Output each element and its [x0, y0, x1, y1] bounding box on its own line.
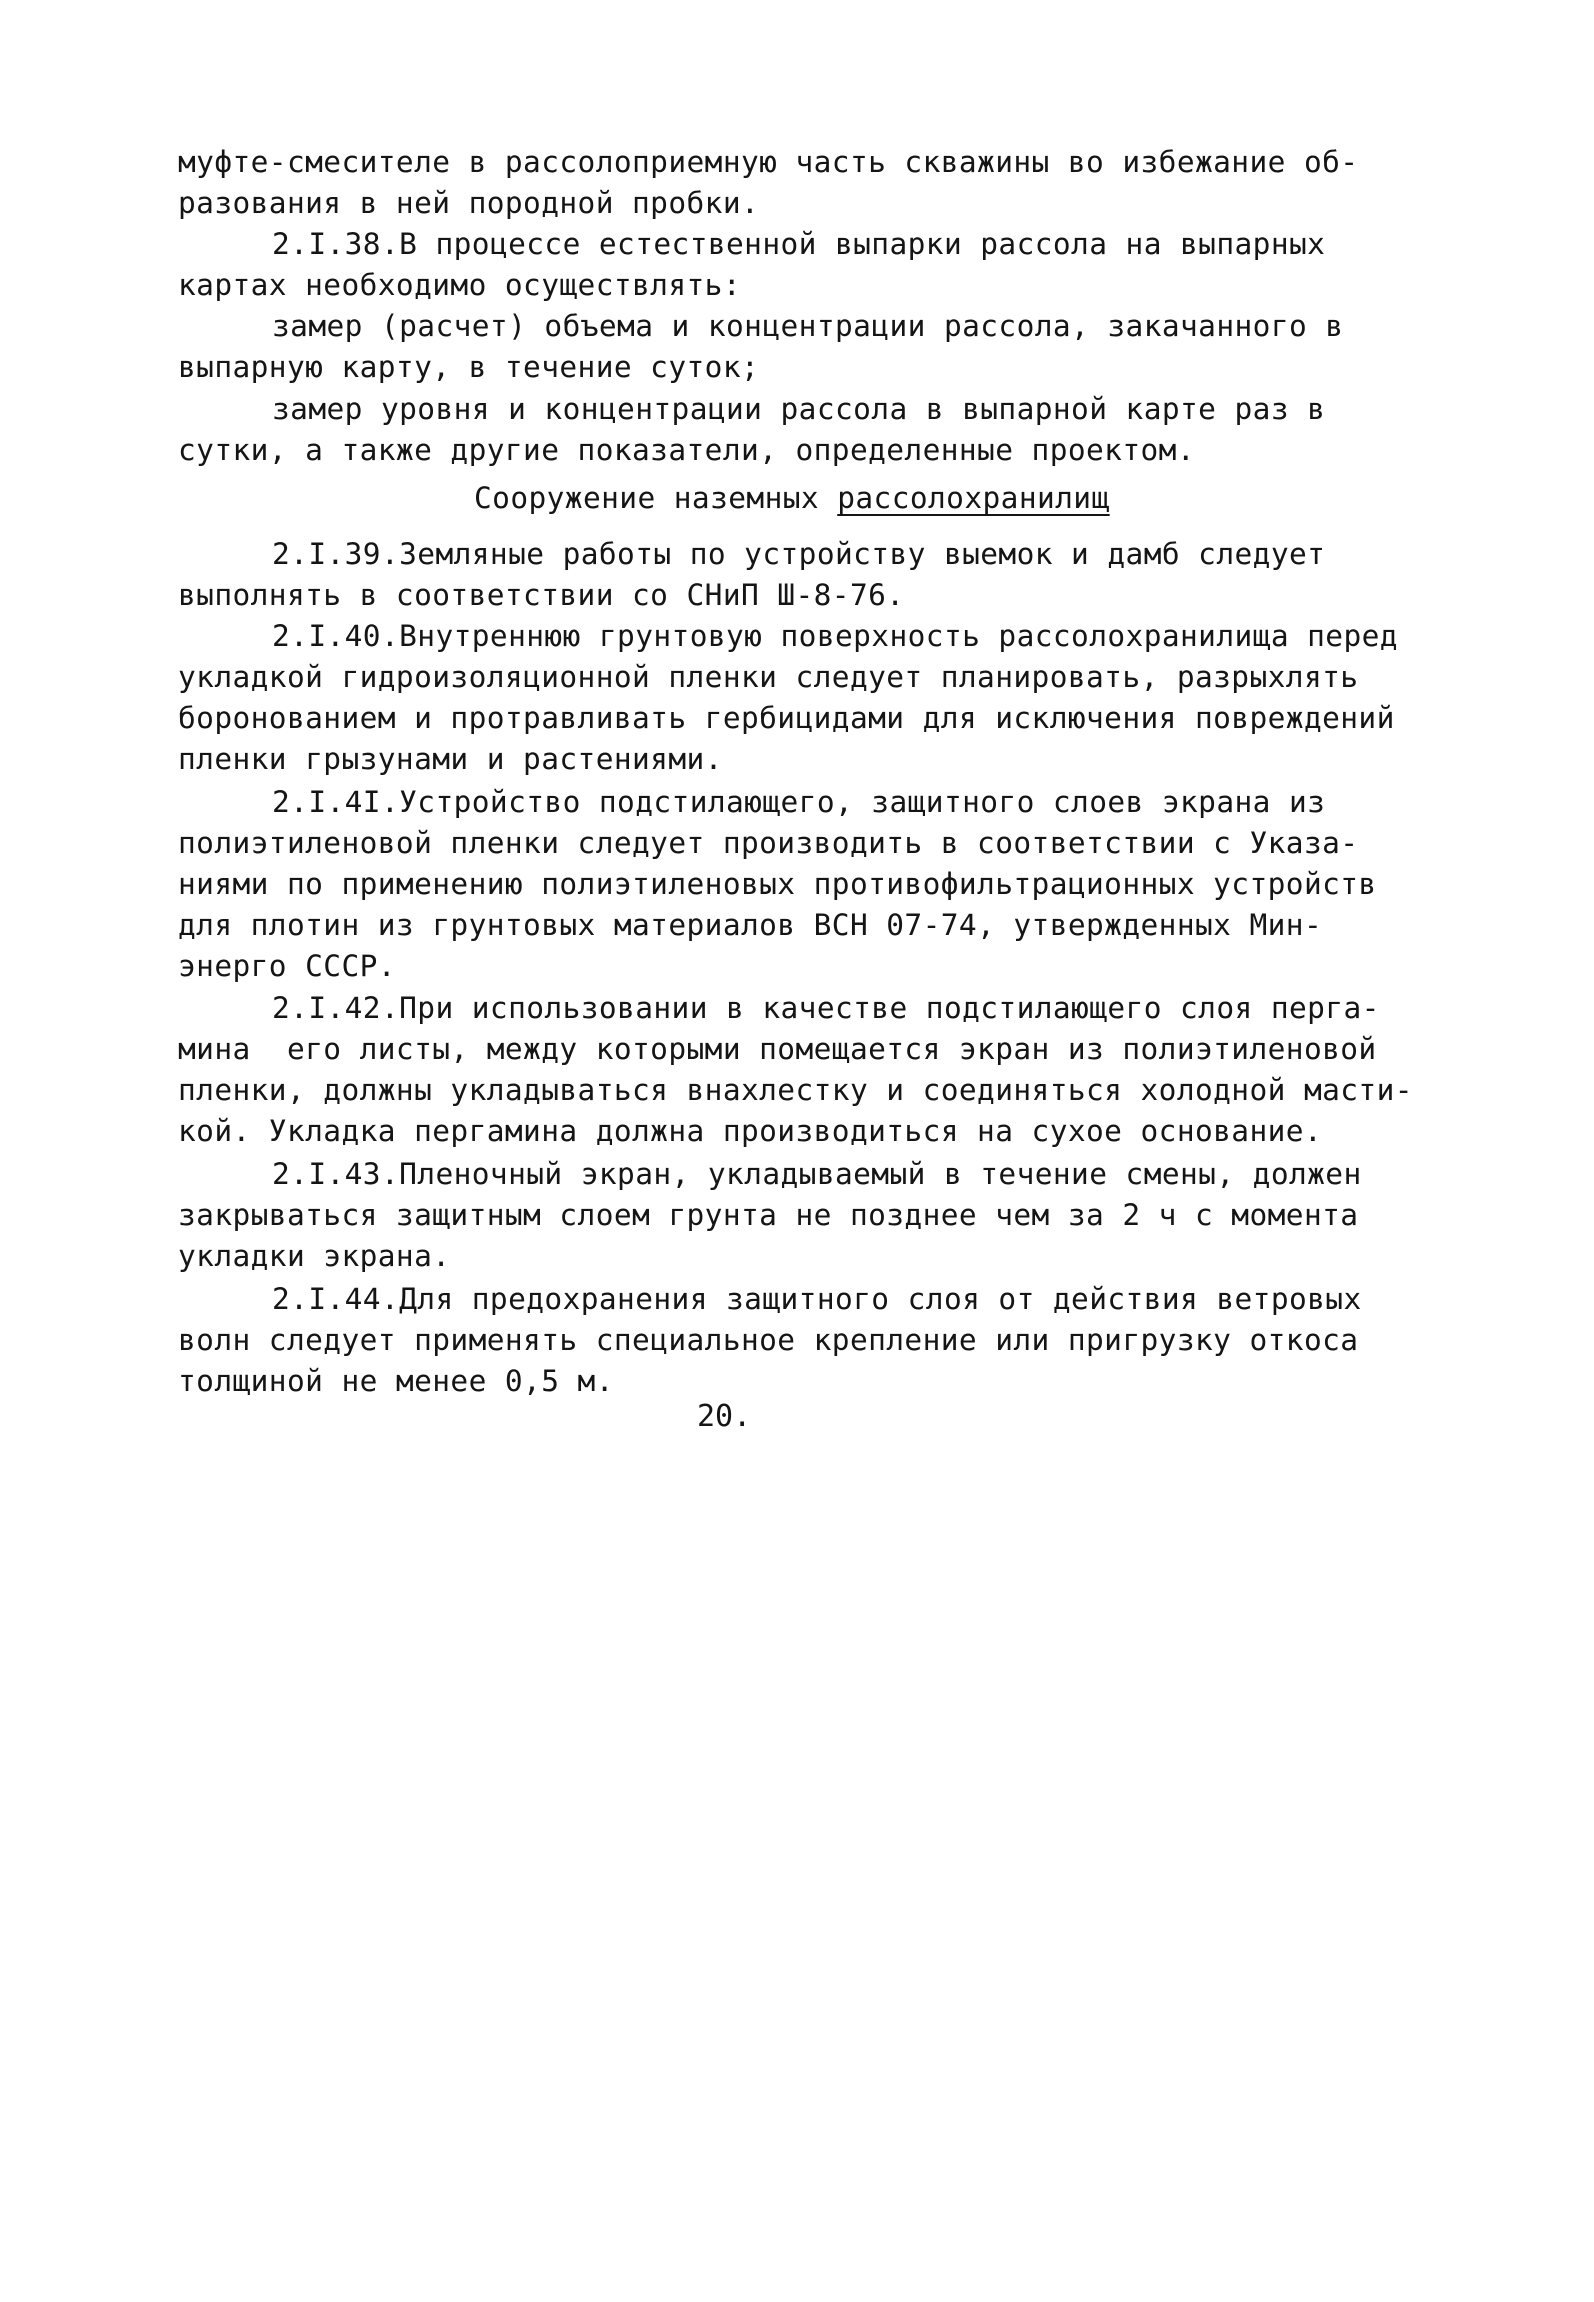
list-item-line: выпарную карту, в течение суток; [178, 350, 760, 384]
list-item-line: сутки, а также другие показатели, определенные проектом. [178, 433, 1195, 467]
section-heading [474, 478, 1110, 518]
page-number: 20. [697, 1399, 752, 1434]
paragraph-2-1-43-line: закрываться защитным слоем грунта не позднее чем за 2 ч с момента [178, 1198, 1359, 1232]
paragraph-2-1-44-line: 2.I.44.Для предохранения защитного слоя от действия ветровых [272, 1282, 1362, 1316]
paragraph-2-1-39-line: 2.I.39.Земляные работы по устройству выемок и дамб следует [272, 537, 1326, 571]
paragraph-2-1-40-line: боронованием и протравливать гербицидами для исключения повреждений [178, 701, 1395, 735]
paragraph-2-1-38-line: картах необходимо осуществлять: [178, 268, 741, 302]
text-line: разования в ней породной пробки. [178, 186, 760, 220]
paragraph-2-1-42-line: пленки, должны укладываться внахлестку и соединяться холодной масти- [178, 1073, 1413, 1107]
paragraph-2-1-44-line: волн следует применять специальное крепление или пригрузку откоса [178, 1323, 1359, 1357]
paragraph-2-1-40-line: пленки грызунами и растениями. [178, 742, 723, 776]
paragraph-2-1-41-line: ниями по применению полиэтиленовых противофильтрационных устройств [178, 867, 1377, 901]
list-item-line: замер уровня и концентрации рассола в выпарной карте раз в [272, 392, 1326, 426]
paragraph-2-1-44-line: толщиной не менее 0,5 м. [178, 1364, 614, 1398]
section-heading-part1: Сооружение наземных [474, 481, 838, 515]
paragraph-2-1-42-line: кой. Укладка пергамина должна производиться на сухое основание. [178, 1114, 1323, 1148]
list-item-line: замер (расчет) объема и концентрации рассола, закачанного в [272, 309, 1344, 343]
section-heading-part2: рассолохранилищ [837, 481, 1110, 515]
paragraph-2-1-43-line: 2.I.43.Пленочный экран, укладываемый в течение смены, должен [272, 1157, 1362, 1191]
paragraph-2-1-40-line: 2.I.40.Внутреннюю грунтовую поверхность рассолохранилища перед [272, 619, 1398, 653]
paragraph-2-1-41-line: полиэтиленовой пленки следует производить в соответствии с Указа- [178, 826, 1359, 860]
paragraph-2-1-39-line: выполнять в соответствии со СНиП Ш-8-76. [178, 578, 905, 612]
paragraph-2-1-42-line: мина его листы, между которыми помещается экран из полиэтиленовой [178, 1032, 1377, 1066]
paragraph-2-1-43-line: укладки экрана. [178, 1239, 451, 1273]
paragraph-2-1-41-line: для плотин из грунтовых материалов ВСН 07-74, утвержденных Мин- [178, 908, 1323, 942]
paragraph-2-1-41-line: 2.I.4I.Устройство подстилающего, защитного слоев экрана из [272, 785, 1326, 819]
paragraph-2-1-41-line: энерго СССР. [178, 949, 396, 983]
paragraph-2-1-38-line: 2.I.38.В процессе естественной выпарки рассола на выпарных [272, 227, 1326, 261]
text-line: муфте-смесителе в рассолоприемную часть скважины во избежание об- [178, 145, 1359, 179]
paragraph-2-1-42-line: 2.I.42.При использовании в качестве подстилающего слоя перга- [272, 991, 1380, 1025]
paragraph-2-1-40-line: укладкой гидроизоляционной пленки следует планировать, разрыхлять [178, 660, 1359, 694]
